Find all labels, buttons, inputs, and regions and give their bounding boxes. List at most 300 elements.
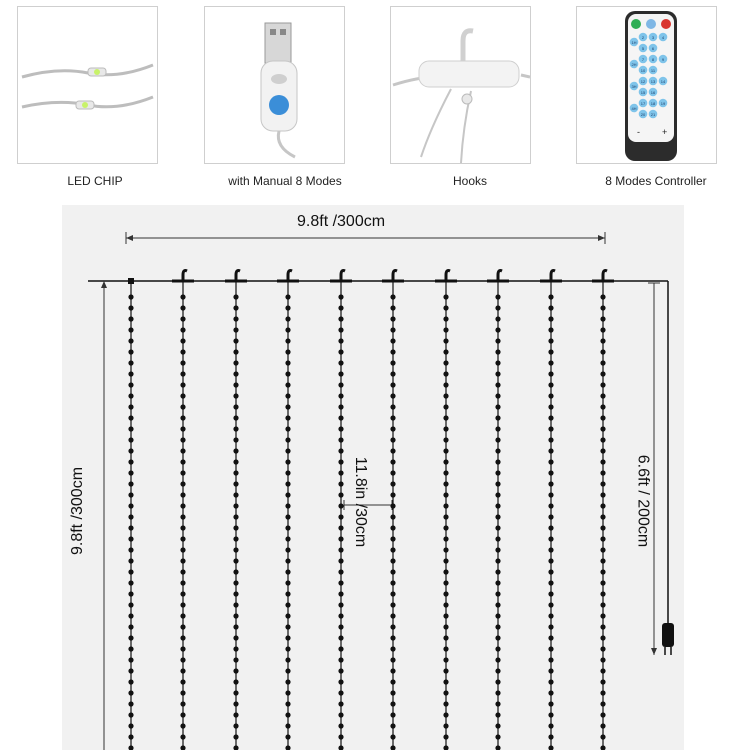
led-dot: [443, 459, 448, 464]
led-dot: [180, 536, 185, 541]
hook-mark: [382, 271, 404, 282]
led-dot: [128, 569, 133, 574]
led-dot: [390, 316, 395, 321]
led-dot: [128, 492, 133, 497]
led-dot: [390, 404, 395, 409]
led-dot: [180, 514, 185, 519]
hook-mark: [172, 271, 194, 282]
led-dot: [600, 470, 605, 475]
led-dot: [548, 404, 553, 409]
led-dot: [233, 349, 238, 354]
led-dot: [180, 305, 185, 310]
led-dot: [600, 426, 605, 431]
led-dot: [548, 657, 553, 662]
led-dot: [338, 448, 343, 453]
led-dot: [495, 492, 500, 497]
led-dot: [600, 646, 605, 651]
led-dot: [390, 613, 395, 618]
usb-caption: with Manual 8 Modes: [228, 174, 342, 188]
remote-button: [630, 38, 639, 47]
led-dot: [390, 690, 395, 695]
led-dot: [233, 690, 238, 695]
led-dot: [548, 470, 553, 475]
led-dot: [233, 492, 238, 497]
led-dot: [338, 525, 343, 530]
led-dot: [495, 470, 500, 475]
led-dot: [233, 679, 238, 684]
led-dot: [233, 745, 238, 750]
led-dot: [390, 360, 395, 365]
led-dot: [495, 371, 500, 376]
remote-button-label: 10: [640, 68, 646, 73]
led-dot: [128, 426, 133, 431]
led-dot: [338, 536, 343, 541]
led-dot: [180, 712, 185, 717]
led-dot: [390, 679, 395, 684]
led-dot: [600, 360, 605, 365]
remote-button: [649, 77, 658, 86]
led-dot: [180, 503, 185, 508]
led-dot: [548, 668, 553, 673]
led-dot: [233, 371, 238, 376]
led-dot: [285, 349, 290, 354]
led-dot: [548, 492, 553, 497]
led-dot: [600, 679, 605, 684]
led-dot: [548, 415, 553, 420]
led-dot: [180, 404, 185, 409]
led-dot: [233, 426, 238, 431]
led-dot: [128, 745, 133, 750]
led-dot: [443, 580, 448, 585]
led-dot: [338, 657, 343, 662]
led-dot: [390, 657, 395, 662]
led-dot: [128, 470, 133, 475]
led-dot: [495, 294, 500, 299]
led-dot: [128, 525, 133, 530]
led-dot: [338, 679, 343, 684]
remote-button-label: 19: [660, 101, 666, 106]
led-dot: [233, 404, 238, 409]
led-dot: [390, 294, 395, 299]
led-dot: [600, 459, 605, 464]
led-dot: [285, 657, 290, 662]
led-dot: [180, 492, 185, 497]
remote-control-icon: [577, 7, 716, 163]
led-dot: [128, 690, 133, 695]
led-dot: [390, 668, 395, 673]
led-dot: [285, 382, 290, 387]
led-dot: [495, 580, 500, 585]
led-dot: [390, 459, 395, 464]
led-dot: [390, 547, 395, 552]
led-dot: [600, 547, 605, 552]
led-dot: [338, 327, 343, 332]
led-dot: [338, 646, 343, 651]
led-dot: [548, 360, 553, 365]
led-dot: [390, 602, 395, 607]
led-dot: [285, 547, 290, 552]
led-dot: [180, 393, 185, 398]
led-dot: [600, 525, 605, 530]
led-dot: [128, 371, 133, 376]
led-dot: [180, 316, 185, 321]
led-dot: [600, 723, 605, 728]
led-dot: [600, 338, 605, 343]
led-dot: [180, 547, 185, 552]
led-dot: [128, 305, 133, 310]
remote-button-label: 5: [641, 46, 645, 51]
led-dot: [390, 514, 395, 519]
led-dot: [285, 514, 290, 519]
led-dot: [128, 448, 133, 453]
led-dot: [390, 481, 395, 486]
led-dot: [233, 327, 238, 332]
hook-mark: [540, 271, 562, 282]
led-dot: [548, 723, 553, 728]
led-dot: [338, 734, 343, 739]
hooks-caption: Hooks: [452, 174, 487, 188]
led-dot: [390, 558, 395, 563]
led-dot: [338, 426, 343, 431]
led-dot: [548, 580, 553, 585]
led-dot: [338, 415, 343, 420]
led-dot: [495, 393, 500, 398]
led-dot: [495, 591, 500, 596]
led-dot: [495, 349, 500, 354]
light-strand: [487, 271, 509, 751]
led-dot: [285, 591, 290, 596]
led-dot: [600, 316, 605, 321]
led-dot: [338, 437, 343, 442]
led-dot: [338, 492, 343, 497]
led-dot: [233, 712, 238, 717]
led-dot: [548, 349, 553, 354]
hooks-card: [390, 6, 531, 164]
led-dot: [233, 382, 238, 387]
led-dot: [128, 327, 133, 332]
led-dot: [338, 690, 343, 695]
led-dot: [128, 712, 133, 717]
led-dot: [600, 745, 605, 750]
remote-button: [639, 33, 648, 42]
lead-length-label: 6.6ft / 200cm: [633, 451, 651, 552]
led-dot: [338, 613, 343, 618]
led-dot: [600, 481, 605, 486]
led-dot: [338, 305, 343, 310]
led-dot: [128, 349, 133, 354]
led-dot: [390, 371, 395, 376]
usb-plug-icon: [205, 7, 344, 163]
remote-button: [639, 88, 648, 97]
led-dot: [548, 536, 553, 541]
led-dot: [443, 712, 448, 717]
led-dot: [128, 602, 133, 607]
led-dot: [233, 338, 238, 343]
led-dot: [600, 569, 605, 574]
led-dot: [495, 503, 500, 508]
led-dot: [600, 591, 605, 596]
led-dot: [548, 690, 553, 695]
led-dot: [495, 404, 500, 409]
hook-mark: [330, 271, 352, 282]
led-dot: [233, 459, 238, 464]
led-dot: [233, 536, 238, 541]
led-dot: [338, 514, 343, 519]
led-dot: [495, 701, 500, 706]
led-dot: [443, 426, 448, 431]
led-dot: [495, 657, 500, 662]
led-dot: [443, 316, 448, 321]
led-dot: [338, 382, 343, 387]
led-dot: [600, 437, 605, 442]
led-dot: [548, 602, 553, 607]
led-dot: [233, 701, 238, 706]
led-dot: [495, 558, 500, 563]
led-dot: [338, 316, 343, 321]
led-dot: [390, 646, 395, 651]
remote-button: [639, 55, 648, 64]
led-dot: [233, 580, 238, 585]
led-dot: [128, 415, 133, 420]
led-dot: [128, 404, 133, 409]
led-dot: [443, 646, 448, 651]
led-dot: [338, 481, 343, 486]
led-dot: [180, 613, 185, 618]
led-dot: [180, 382, 185, 387]
led-dot: [128, 503, 133, 508]
led-dot: [128, 723, 133, 728]
led-dot: [443, 448, 448, 453]
led-dot: [128, 360, 133, 365]
led-dot: [128, 338, 133, 343]
led-dot: [233, 415, 238, 420]
led-dot: [233, 393, 238, 398]
led-dot: [285, 371, 290, 376]
led-dot: [180, 745, 185, 750]
led-dot: [128, 536, 133, 541]
led-dot: [233, 503, 238, 508]
led-dot: [443, 547, 448, 552]
led-dot: [338, 360, 343, 365]
led-dot: [443, 437, 448, 442]
led-dot: [338, 558, 343, 563]
led-dot: [600, 657, 605, 662]
led-dot: [285, 415, 290, 420]
led-dot: [338, 470, 343, 475]
led-dot: [548, 448, 553, 453]
led-dot: [495, 360, 500, 365]
remote-button: [659, 33, 668, 42]
width-label: 9.8ft /300cm: [297, 213, 386, 230]
led-dot: [233, 613, 238, 618]
led-dot: [600, 305, 605, 310]
led-dot: [285, 492, 290, 497]
led-dot: [495, 602, 500, 607]
led-dot: [390, 338, 395, 343]
led-dot: [180, 327, 185, 332]
led-dot: [443, 404, 448, 409]
led-dot: [443, 503, 448, 508]
led-dot: [548, 294, 553, 299]
led-dot: [443, 679, 448, 684]
led-dot: [600, 558, 605, 563]
led-dot: [495, 712, 500, 717]
led-dot: [548, 327, 553, 332]
controller-card: [576, 6, 717, 164]
led-dot: [338, 701, 343, 706]
led-dot: [443, 382, 448, 387]
led-dot: [548, 371, 553, 376]
led-dot: [180, 646, 185, 651]
led-dot: [338, 745, 343, 750]
led-dot: [128, 481, 133, 486]
led-dot: [495, 437, 500, 442]
led-dot: [233, 635, 238, 640]
led-dot: [180, 723, 185, 728]
led-dot: [443, 294, 448, 299]
led-dot: [443, 558, 448, 563]
remote-button: [649, 55, 658, 64]
light-strand: [330, 271, 352, 751]
led-dot: [600, 514, 605, 519]
led-dot: [390, 470, 395, 475]
led-dot: [443, 569, 448, 574]
led-dot: [495, 536, 500, 541]
led-dot: [548, 393, 553, 398]
led-dot: [285, 712, 290, 717]
led-dot: [600, 701, 605, 706]
led-dot: [338, 712, 343, 717]
led-dot: [390, 492, 395, 497]
led-dot: [390, 701, 395, 706]
led-dot: [495, 415, 500, 420]
light-strand: [592, 271, 614, 751]
led-dot: [495, 327, 500, 332]
led-dot: [128, 393, 133, 398]
usb-card: [204, 6, 345, 164]
led-dot: [180, 679, 185, 684]
led-dot: [443, 492, 448, 497]
led-dot: [338, 624, 343, 629]
led-dot: [233, 723, 238, 728]
led-dot: [390, 393, 395, 398]
led-dot: [180, 591, 185, 596]
led-dot: [233, 591, 238, 596]
led-dot: [443, 338, 448, 343]
remote-button-label: 3H: [631, 84, 637, 89]
led-dot: [128, 668, 133, 673]
remote-button-label: 12: [640, 79, 646, 84]
remote-button: [659, 55, 668, 64]
led-dot: [390, 437, 395, 442]
led-dot: [548, 734, 553, 739]
led-dot: [233, 470, 238, 475]
remote-button-label: 21: [650, 112, 656, 117]
controller-caption: 8 Modes Controller: [605, 174, 707, 188]
led-dot: [285, 426, 290, 431]
led-dot: [600, 690, 605, 695]
led-dot: [443, 360, 448, 365]
remote-button: [630, 82, 639, 91]
led-dot: [180, 668, 185, 673]
led-dot: [180, 558, 185, 563]
remote-button: [639, 110, 648, 119]
led-dot: [233, 294, 238, 299]
led-chip-caption: LED CHIP: [67, 174, 123, 188]
height-label: 9.8ft /300cm: [69, 466, 87, 556]
led-dot: [128, 294, 133, 299]
led-dot: [600, 492, 605, 497]
led-dot: [285, 316, 290, 321]
led-dot: [285, 646, 290, 651]
led-dot: [128, 679, 133, 684]
led-dot: [390, 448, 395, 453]
led-dot: [600, 613, 605, 618]
led-dot: [443, 701, 448, 706]
led-dot: [390, 591, 395, 596]
hook-icon: [391, 7, 530, 163]
spacing-label: 11.8in /30cm: [352, 456, 370, 548]
led-dot: [390, 745, 395, 750]
led-dot: [128, 547, 133, 552]
led-dot: [443, 690, 448, 695]
remote-button: [630, 60, 639, 69]
led-dot: [443, 393, 448, 398]
led-dot: [495, 646, 500, 651]
led-dot: [285, 404, 290, 409]
led-dot: [180, 470, 185, 475]
led-dot: [180, 525, 185, 530]
led-chip-card: [17, 6, 158, 164]
led-dot: [600, 371, 605, 376]
led-dot: [548, 338, 553, 343]
led-dot: [495, 624, 500, 629]
led-dot: [180, 701, 185, 706]
led-dot: [180, 734, 185, 739]
led-dot: [443, 668, 448, 673]
led-dot: [548, 437, 553, 442]
led-dot: [285, 481, 290, 486]
led-dot: [548, 591, 553, 596]
led-dot: [495, 690, 500, 695]
light-strand: [435, 271, 457, 751]
led-dot: [233, 657, 238, 662]
light-strand: [382, 271, 404, 751]
remote-minus-label: -: [637, 127, 640, 137]
led-dot: [443, 745, 448, 750]
curtain-lights-drawing: [62, 205, 684, 750]
led-dot: [338, 393, 343, 398]
led-dot: [180, 426, 185, 431]
led-dot: [548, 503, 553, 508]
led-dot: [443, 635, 448, 640]
led-dot: [338, 602, 343, 607]
remote-button: [639, 44, 648, 53]
led-dot: [443, 327, 448, 332]
curtain-diagram: [62, 205, 684, 750]
remote-button-label: 4H: [631, 106, 637, 111]
led-dot: [390, 712, 395, 717]
led-dot: [390, 349, 395, 354]
remote-button-label: 18: [650, 101, 656, 106]
led-dot: [128, 382, 133, 387]
led-dot: [548, 712, 553, 717]
led-dot: [495, 316, 500, 321]
light-strand: [128, 278, 134, 750]
led-dot: [180, 415, 185, 420]
remote-button-label: 2: [641, 35, 645, 40]
led-dot: [180, 294, 185, 299]
